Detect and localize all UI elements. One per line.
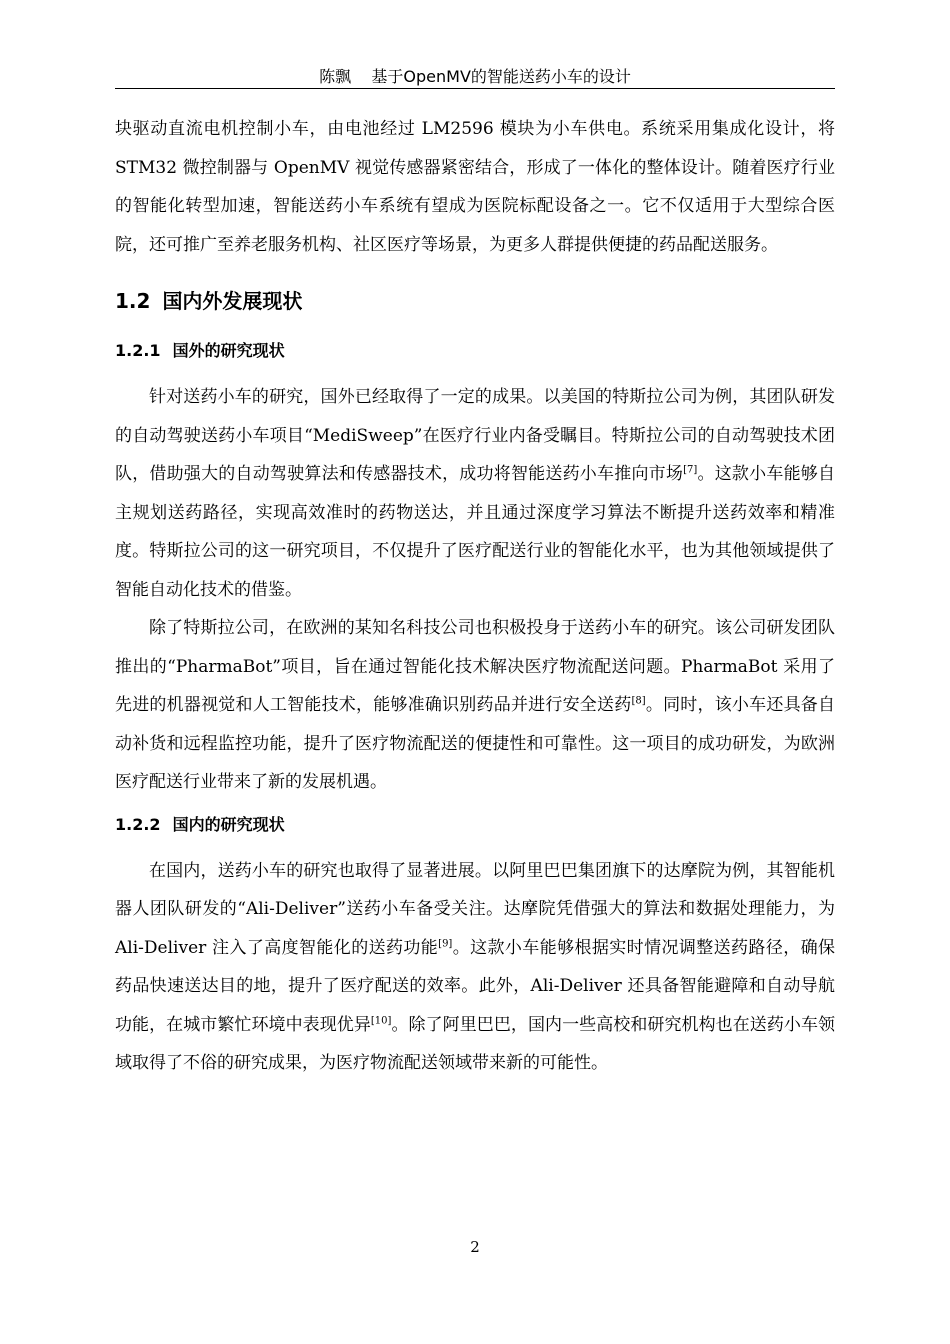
section-number: 1.2 <box>115 289 151 313</box>
subsection-title: 国内的研究现状 <box>172 814 285 834</box>
header-title: 基于OpenMV的智能送药小车的设计 <box>371 67 631 86</box>
subsection-title: 国外的研究现状 <box>172 341 285 360</box>
text-run: 。除了阿里巴巴，国内一些高校和研究机构也在送药小车领域取得了不俗的研究成果，为医疗物流配送领域带来新的可能性。 <box>115 1014 836 1073</box>
running-header <box>115 66 835 89</box>
paragraph-ali-deliver <box>115 852 835 1083</box>
intro-paragraph: 块驱动直流电机控制小车，由电池经过 LM2596 模块为小车供电。系统采用集成化设计，将 STM32 微控制器与 OpenMV 视觉传感器紧密结合，形成了一体化的整体设计。随着医疗行业的智能化转型加速，智能送药小车系统有望成为医院标配设备之一。它不仅适用于大型综合医院，还可推广至养老服务机构、社区医疗等场景，为更多人群提供便捷的药品配送服务。 <box>115 119 835 255</box>
page-number: 2 <box>470 1238 480 1256</box>
text-run: 。同时，该小车还具备自动补货和远程监控功能，提升了医疗物流配送的便捷性和可靠性。这一项目的成功研发，为欧洲医疗配送行业带来了新的发展机遇。 <box>115 695 836 792</box>
subsection-heading-domestic <box>115 812 835 838</box>
citation-ref: [7] <box>683 464 698 476</box>
subsection-number: 1.2.2 <box>115 814 161 834</box>
citation-ref: [10] <box>370 1014 392 1026</box>
section-heading <box>115 286 835 316</box>
text-run: 针对送药小车的研究，国外已经取得了一定的成果。以美国的特斯拉公司为例，其团队研发的自动驾驶送药小车项目“MediSweep”在医疗行业内备受瞩目。特斯拉公司的自动驾驶技术团队，借助强大的自动驾驶算法和传感器技术，成功将智能送药小车推向市场 <box>115 387 835 484</box>
section-title: 国内外发展现状 <box>162 289 303 313</box>
text-run: 。这款小车能够根据实时情况调整送药路径，确保药品快速送达目的地，提升了医疗配送的效率。此外，Ali-Deliver 还具备智能避障和自动导航功能，在城市繁忙环境中表现优异 <box>115 937 836 1035</box>
paragraph-pharmabot <box>115 609 835 802</box>
header-author: 陈飘 <box>319 67 352 86</box>
page-body <box>115 110 835 1083</box>
subsection-heading-foreign <box>115 338 835 364</box>
text-run: 。这款小车能够自主规划送药路径，实现高效准时的药物送达，并且通过深度学习算法不断提升送药效率和精准度。特斯拉公司的这一研究项目，不仅提升了医疗配送行业的智能化水平，也为其他领域提供了智能自动化技术的借鉴。 <box>115 464 836 600</box>
text-run: 除了特斯拉公司，在欧洲的某知名科技公司也积极投身于送药小车的研究。该公司研发团队推出的“PharmaBot”项目，旨在通过智能化技术解决医疗物流配送问题。PharmaBot 采用了先进的机器视觉和人工智能技术，能够准确识别药品并进行安全送药 <box>115 618 835 715</box>
citation-ref: [9] <box>438 937 453 949</box>
text-run: 在国内，送药小车的研究也取得了显著进展。以阿里巴巴集团旗下的达摩院为例，其智能机器人团队研发的“Ali-Deliver”送药小车备受关注。达摩院凭借强大的算法和数据处理能力，为 Ali-Deliver 注入了高度智能化的送药功能 <box>115 860 835 958</box>
citation-ref: [8] <box>631 695 646 707</box>
subsection-number: 1.2.1 <box>115 341 161 360</box>
paragraph-tesla <box>115 378 835 609</box>
